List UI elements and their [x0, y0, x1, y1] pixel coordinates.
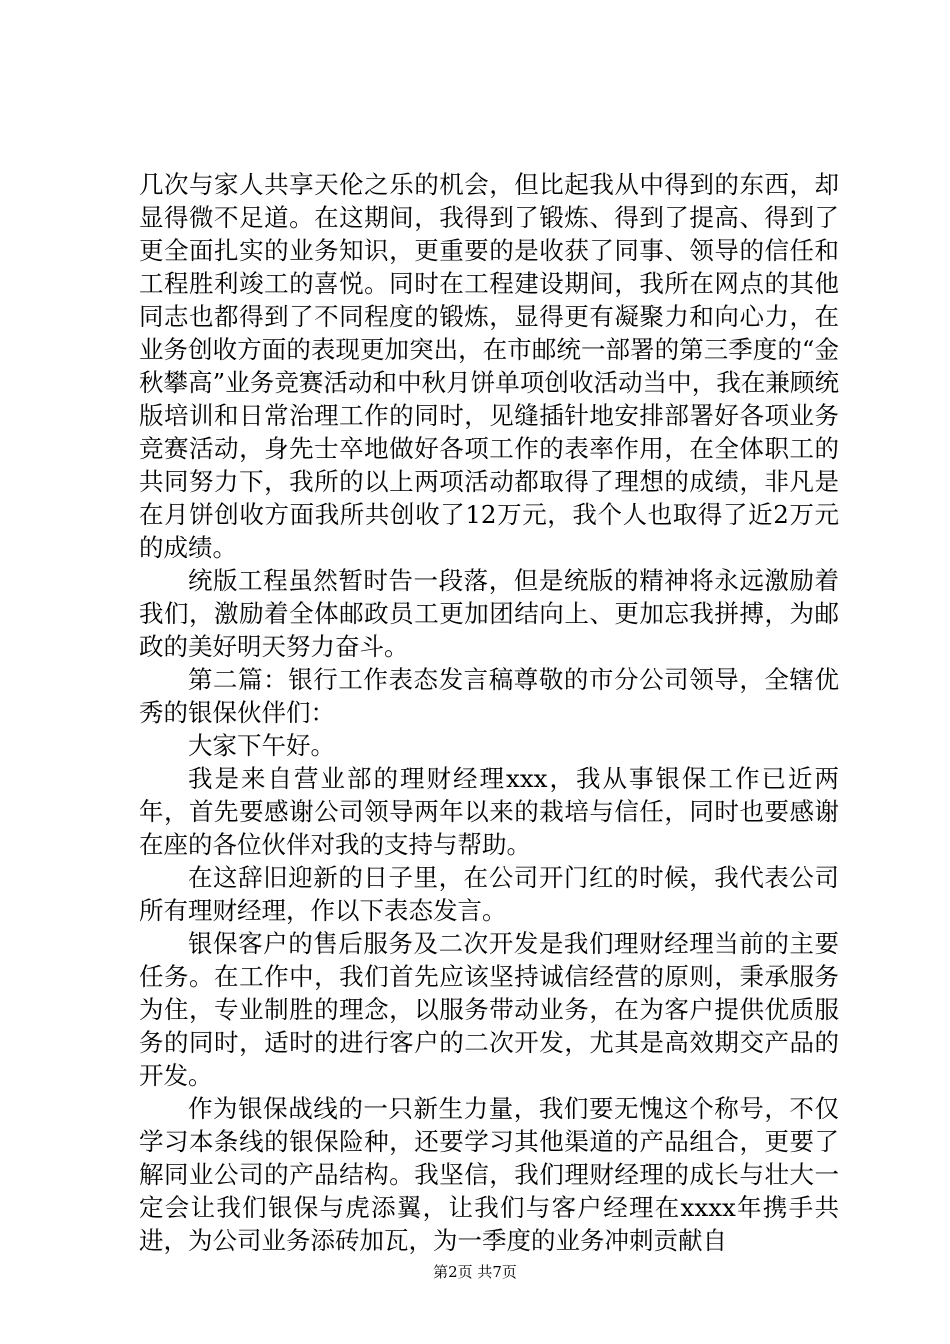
document-body	[139, 168, 839, 1257]
section-heading-paragraph: 第二篇：银行工作表态发言稿尊敬的市分公司领导，全辖优秀的银保伙伴们：	[139, 665, 839, 727]
paragraph-7: 银保客户的售后服务及二次开发是我们理财经理当前的主要任务。在工作中，我们首先应该坚持诚信经营的原则，秉承服务为住，专业制胜的理念，以服务带动业务，在为客户提供优质服务的同时，适时的进行客户的二次开发，尤其是高效期交产品的开发。	[139, 929, 839, 1090]
greeting-paragraph: 大家下午好。	[188, 731, 335, 760]
paragraph-2: 统版工程虽然暂时告一段落，但是统版的精神将永远激励着我们，激励着全体邮政员工更加团结向上、更加忘我拼搏，为邮政的美好明天努力奋斗。	[139, 566, 839, 661]
paragraph-5: 我是来自营业部的理财经理xxx，我从事银保工作已近两年，首先要感谢公司领导两年以来的栽培与信任，同时也要感谢在座的各位伙伴对我的支持与帮助。	[139, 764, 839, 859]
page-footer: 第2页 共7页	[433, 1263, 517, 1281]
paragraph-6: 在这辞旧迎新的日子里，在公司开门红的时候，我代表公司所有理财经理，作以下表态发言。	[139, 863, 839, 925]
paragraph-1: 几次与家人共享天伦之乐的机会，但比起我从中得到的东西，却显得微不足道。在这期间，我得到了锻炼、得到了提高、得到了更全面扎实的业务知识，更重要的是收获了同事、领导的信任和工程胜利竣工的喜悦。同时在工程建设期间，我所在网点的其他同志也都得到了不同程度的锻炼，显得更有凝聚力和向心力，在业务创收方面的表现更加突出，在市邮统一部署的第三季度的“金秋攀高”业务竞赛活动和中秋月饼单项创收活动当中，我在兼顾统版培训和日常治理工作的同时，见缝插针地安排部署好各项业务竞赛活动，身先士卒地做好各项工作的表率作用，在全体职工的共同努力下，我所的以上两项活动都取得了理想的成绩，非凡是在月饼创收方面我所共创收了12万元，我个人也取得了近2万元的成绩。	[139, 170, 839, 562]
paragraph-8: 作为银保战线的一只新生力量，我们要无愧这个称号，不仅学习本条线的银保险种，还要学习其他渠道的产品组合，更要了解同业公司的产品结构。我坚信，我们理财经理的成长与壮大一定会让我们银保与虎添翼，让我们与客户经理在xxxx年携手共进，为公司业务添砖加瓦，为一季度的业务冲刺贡献自	[139, 1094, 839, 1255]
